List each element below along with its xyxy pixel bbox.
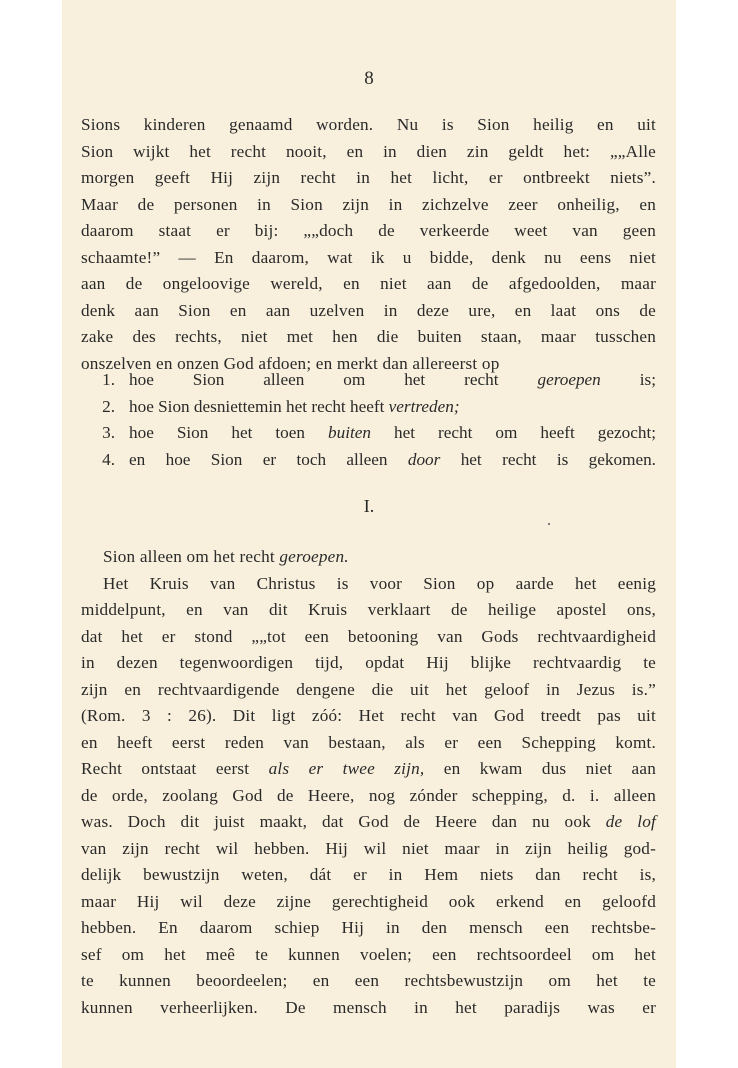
section-title-emphasis: geroepen. [279,547,349,566]
text-line: de orde, zoolang God de Heere, nog zónder schepping, d. i. alleen [81,785,656,805]
text-line: van zijn recht wil hebben. Hij wil niet maar in zijn heilig god- [81,838,656,858]
text-line: sef om het meê te kunnen voelen; een rechtsoordeel om het [81,944,656,964]
list-text: hoe Sion desniettemin het recht heeft [129,396,389,416]
numbered-list [81,367,656,473]
section-title-text: Sion alleen om het recht [103,547,280,566]
text-line: dat het er stond „„tot een betooning van Gods rechtvaardigheid [81,626,656,646]
text-line: denk aan Sion en aan uzelven in deze ure, en laat ons de [81,300,656,320]
text-line: middelpunt, en van dit Kruis verklaart de heilige apostel ons, [81,600,656,619]
list-item [81,394,656,421]
text-line: Sion wijkt het recht nooit, en in dien zin geldt het: „„Alle [81,141,656,161]
list-emphasis: buiten [328,423,371,442]
list-emphasis: geroepen [537,370,601,389]
text-run: en kwam dus niet aan [424,759,656,778]
list-item [81,420,656,447]
list-number: 2. [102,396,115,416]
list-emphasis: door [407,449,441,469]
text-line: maar Hij wil deze zijne gerechtigheid ook erkend en geloofd [81,891,656,911]
text-emphasis: de lof [605,812,656,831]
page-number: 8 [364,68,374,89]
text-line: Het Kruis van Christus is voor Sion op aarde het eenig [103,573,656,593]
text-run: Recht ontstaat eerst [81,759,269,778]
list-text: het recht om heeft gezocht; [371,423,656,442]
text-line: hebben. En daarom schiep Hij in den mensch een rechtsbe- [81,918,656,937]
text-line: zake des rechts, niet met hen die buiten staan, maar tusschen [81,327,656,346]
text-line: en heeft eerst reden van bestaan, als er een Schepping komt. [81,732,656,752]
text-line: kunnen verheerlijken. De mensch in het paradijs was er [81,997,656,1017]
text-line: (Rom. 3 : 26). Dit ligt zóó: Het recht van God treedt pas uit [81,706,656,725]
text-line: Sions kinderen genaamd worden. Nu is Sion heilig en uit [81,115,656,134]
section-heading: I. [363,496,375,516]
text-run: was. Doch dit juist maakt, dat God de Heere dan nu ook [81,812,606,831]
text-line: in dezen tegenwoordigen tijd, opdat Hij blijke rechtvaardig te [81,653,656,672]
list-emphasis: vertreden; [388,396,460,416]
text-line: daarom staat er bij: „„doch de verkeerde weet van geen [81,221,656,240]
speck [548,523,550,525]
list-text: hoe Sion alleen om het recht [129,370,538,389]
list-number: 1. [102,370,115,389]
section-body [81,544,656,1021]
text-line: aan de ongeloovige wereld, en niet aan de afgedoolden, maar [81,274,656,293]
text-line: morgen geeft Hij zijn recht in het licht, er ontbreekt niets”. [81,168,656,187]
list-text: hoe Sion het toen [129,423,329,442]
list-text: het recht is gekomen. [440,449,656,469]
list-text: is; [600,370,656,389]
text-line: Maar de personen in Sion zijn in zichzelve zeer onheilig, en [81,194,656,214]
text-line [81,756,656,783]
book-page [62,0,676,1068]
list-item [81,447,656,474]
text-line: te kunnen beoordeelen; en een rechtsbewustzijn om het te [81,971,656,990]
list-number: 3. [102,423,115,442]
intro-paragraph [81,112,656,377]
text-line: schaamte!” — En daarom, wat ik u bidde, denk nu eens niet [81,247,656,267]
text-line: onszelven en onzen God afdoen; en merkt dan allereerst op [81,353,500,373]
text-line: zijn en rechtvaardigende dengene die uit het geloof in Jezus is.” [81,679,656,699]
text-emphasis: als er twee zijn, [268,759,425,778]
list-number: 4. [102,449,115,469]
text-line: delijk bewustzijn weten, dát er in Hem niets dan recht is, [81,865,656,884]
list-text: en hoe Sion er toch alleen [129,449,408,469]
list-item [81,367,656,394]
text-line [81,809,656,836]
section-title [81,544,656,571]
